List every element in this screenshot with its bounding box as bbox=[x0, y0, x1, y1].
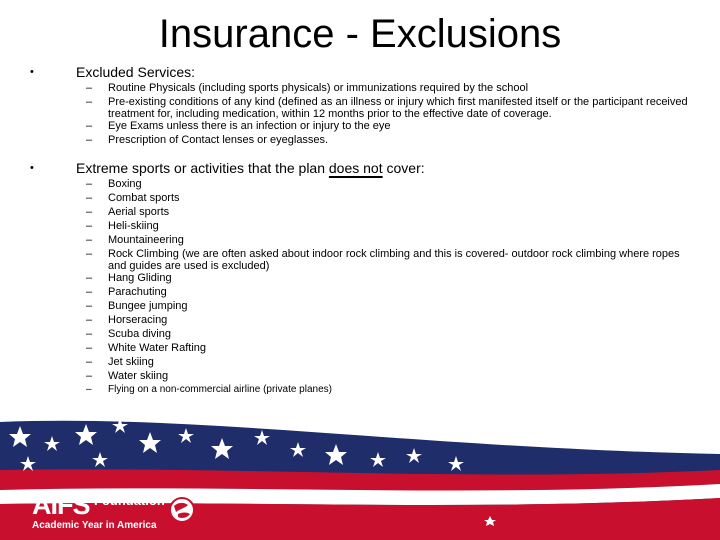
extreme-sports-list bbox=[0, 178, 720, 398]
list-item: – Water skiing bbox=[86, 370, 169, 382]
list-item: – Aerial sports bbox=[86, 206, 170, 218]
list-item: – Scuba diving bbox=[86, 328, 171, 340]
list-item: – Jet skiing bbox=[86, 356, 154, 368]
list-item: – Boxing bbox=[86, 178, 142, 190]
does-not-emphasis: does not bbox=[328, 160, 383, 176]
list-item: – Hang Gliding bbox=[86, 272, 172, 284]
list-item: – Mountaineering bbox=[86, 234, 184, 246]
bullet-marker: • bbox=[30, 162, 34, 174]
list-item: – Routine Physicals (including sports physicals) or immunizations required by the school bbox=[86, 82, 529, 94]
list-item: – Pre-existing conditions of any kind (defined as an illness or injury which first manifested itself or the participant received treatment for, including medication, within 12 months prior to the effective date of coverage. bbox=[86, 96, 688, 120]
extreme-sports-section bbox=[0, 158, 720, 398]
list-item: – Combat sports bbox=[86, 192, 180, 204]
globe-icon bbox=[168, 496, 196, 524]
list-item: – Prescription of Contact lenses or eyeglasses. bbox=[86, 134, 329, 146]
slide-title: Insurance - Exclusions bbox=[158, 12, 562, 56]
list-item: – Eye Exams unless there is an infection or injury to the eye bbox=[86, 120, 391, 132]
list-item: – Heli-skiing bbox=[86, 220, 159, 232]
list-item: – Rock Climbing (we are often asked about indoor rock climbing and this is covered- outdoor rock climbing where ropes and guides are used is excluded) bbox=[86, 248, 680, 272]
excluded-services-list bbox=[0, 82, 720, 148]
list-item: – Horseracing bbox=[86, 314, 168, 326]
excluded-services-section bbox=[0, 62, 720, 148]
list-item: – Bungee jumping bbox=[86, 300, 188, 312]
excluded-services-heading: Excluded Services: bbox=[76, 64, 196, 80]
list-item: – Flying on a non-commercial airline (private planes) bbox=[86, 384, 332, 395]
logo-wordmark: AIFS bbox=[32, 490, 90, 520]
aifs-foundation-logo bbox=[32, 490, 212, 536]
list-item: – White Water Rafting bbox=[86, 342, 207, 354]
logo-tagline: Academic Year in America bbox=[32, 520, 157, 531]
extreme-sports-heading: Extreme sports or activities that the plan does not cover: bbox=[76, 160, 425, 176]
logo-foundation-text: Foundation bbox=[94, 493, 165, 508]
bullet-marker: • bbox=[30, 66, 34, 78]
list-item: – Parachuting bbox=[86, 286, 167, 298]
